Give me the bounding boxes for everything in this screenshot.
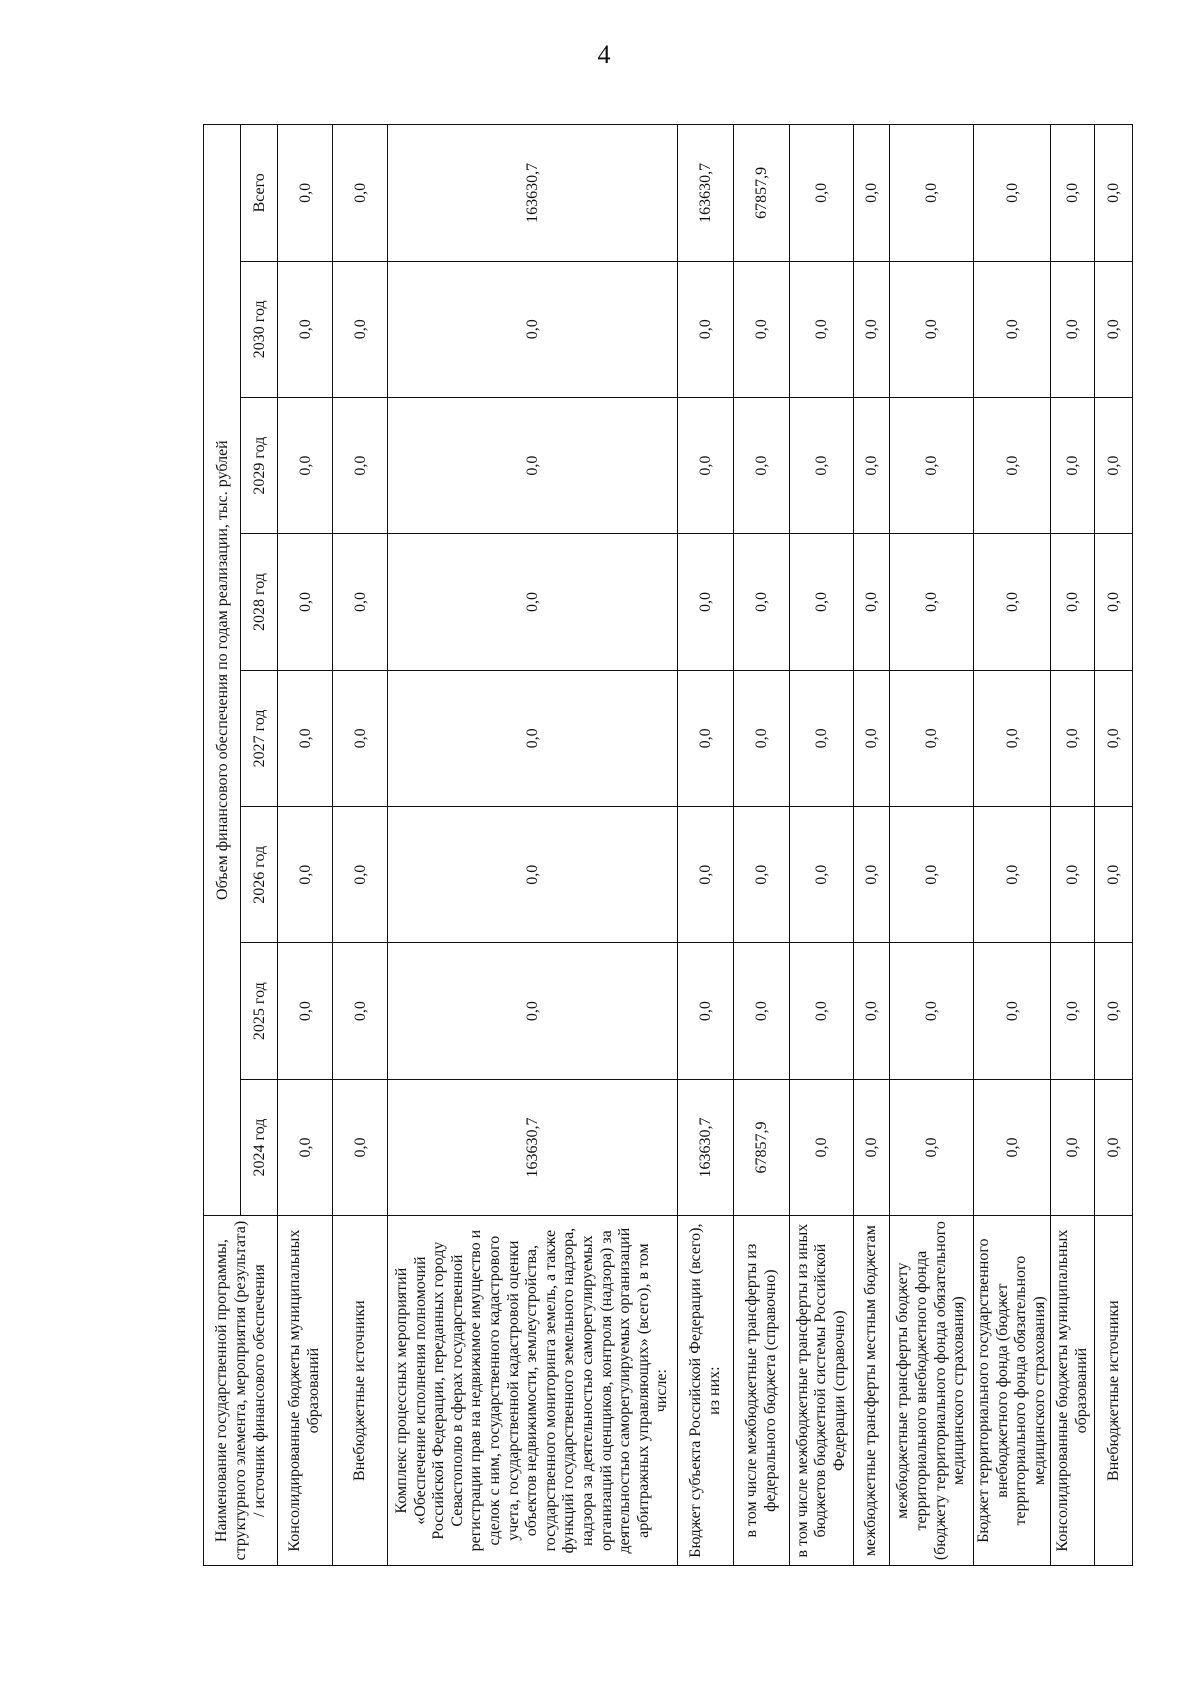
cell-total: 0,0 [1051,125,1095,262]
cell-2025: 0,0 [1095,943,1133,1079]
cell-2026: 0,0 [854,807,890,943]
cell-total: 0,0 [854,125,890,262]
cell-2028: 0,0 [278,534,333,670]
header-name-column: Наименование государственной программы, структурного элемента, мероприятия (результата) / источник финансового обеспечения [204,1216,278,1566]
cell-2025: 0,0 [678,943,734,1079]
cell-2029: 0,0 [734,397,790,533]
header-volume-group: Объем финансового обеспечения по годам реализации, тыс. рублей [204,125,241,1216]
cell-2025: 0,0 [388,943,678,1079]
row-label: Внебюджетные источники [333,1216,388,1566]
header-year-2024: 2024 год [241,1079,278,1215]
cell-2027: 0,0 [1095,670,1133,806]
cell-2030: 0,0 [388,261,678,397]
row-label: Внебюджетные источники [1095,1216,1133,1566]
cell-2024: 67857,9 [734,1079,790,1215]
table-row [678,125,734,1566]
cell-2028: 0,0 [854,534,890,670]
cell-2025: 0,0 [854,943,890,1079]
cell-total: 0,0 [890,125,974,262]
financing-table [203,124,1133,1566]
cell-2029: 0,0 [1095,397,1133,533]
cell-2026: 0,0 [974,807,1051,943]
cell-2027: 0,0 [1051,670,1095,806]
header-year-2030: 2030 год [241,261,278,397]
cell-total: 163630,7 [388,125,678,262]
header-year-2027: 2027 год [241,670,278,806]
cell-total: 67857,9 [734,125,790,262]
table-row [790,125,854,1566]
cell-2030: 0,0 [278,261,333,397]
cell-2024: 0,0 [278,1079,333,1215]
rotated-table-stage [203,124,1126,1566]
cell-2028: 0,0 [388,534,678,670]
table-row [1095,125,1133,1566]
cell-2026: 0,0 [890,807,974,943]
cell-2030: 0,0 [890,261,974,397]
cell-2027: 0,0 [890,670,974,806]
header-row-group [204,125,241,1566]
cell-2024: 0,0 [1051,1079,1095,1215]
cell-total: 0,0 [790,125,854,262]
header-total: Всего [241,125,278,262]
cell-2028: 0,0 [1051,534,1095,670]
cell-2027: 0,0 [278,670,333,806]
cell-2028: 0,0 [678,534,734,670]
header-year-2026: 2026 год [241,807,278,943]
cell-total: 163630,7 [678,125,734,262]
table-row [854,125,890,1566]
cell-2024: 163630,7 [388,1079,678,1215]
cell-2029: 0,0 [974,397,1051,533]
cell-2027: 0,0 [678,670,734,806]
cell-2024: 0,0 [1095,1079,1133,1215]
header-year-2025: 2025 год [241,943,278,1079]
table-row [890,125,974,1566]
cell-2030: 0,0 [790,261,854,397]
cell-2029: 0,0 [333,397,388,533]
cell-2024: 0,0 [974,1079,1051,1215]
cell-2030: 0,0 [1051,261,1095,397]
cell-2024: 0,0 [790,1079,854,1215]
cell-2025: 0,0 [790,943,854,1079]
cell-2027: 0,0 [734,670,790,806]
cell-2026: 0,0 [333,807,388,943]
cell-2029: 0,0 [278,397,333,533]
cell-total: 0,0 [333,125,388,262]
header-year-2028: 2028 год [241,534,278,670]
table-row [333,125,388,1566]
cell-2030: 0,0 [333,261,388,397]
cell-2030: 0,0 [854,261,890,397]
table-row [1051,125,1095,1566]
cell-2026: 0,0 [734,807,790,943]
cell-2029: 0,0 [678,397,734,533]
row-label: Комплекс процессных мероприятий «Обеспечение исполнения полномочий Российской Федерации, переданных городу Севастополю в сферах государственной регистрации прав на недвижимое имущество и сделок с ним, государственного кадастрового учета, государственной кадастровой оценки объектов недвижимости, землеустройства, государственного мониторинга земель, а также функций государственного земельного надзора, надзора за деятельностью саморегулируемых организаций оценщиков, контроля (надзора) за деятельностью саморегулируемых организаций арбитражных управляющих» (всего), в том числе: [388,1216,678,1566]
cell-2025: 0,0 [278,943,333,1079]
cell-2030: 0,0 [734,261,790,397]
row-label: межбюджетные трансферты бюджету территориального внебюджетного фонда (бюджету территориального фонда обязательного медицинского страхования) [890,1216,974,1566]
table-row [734,125,790,1566]
row-label: межбюджетные трансферты местным бюджетам [854,1216,890,1566]
row-label: в том числе межбюджетные трансферты из иных бюджетов бюджетной системы Российской Федерации (справочно) [790,1216,854,1566]
header-year-2029: 2029 год [241,397,278,533]
cell-2027: 0,0 [854,670,890,806]
cell-total: 0,0 [278,125,333,262]
cell-2030: 0,0 [678,261,734,397]
cell-2029: 0,0 [854,397,890,533]
row-label: Консолидированные бюджеты муниципальных образований [278,1216,333,1566]
cell-2030: 0,0 [974,261,1051,397]
cell-2026: 0,0 [1095,807,1133,943]
table-row [388,125,678,1566]
cell-2026: 0,0 [678,807,734,943]
cell-2026: 0,0 [1051,807,1095,943]
cell-2024: 0,0 [854,1079,890,1215]
cell-2024: 0,0 [333,1079,388,1215]
cell-2028: 0,0 [790,534,854,670]
cell-2027: 0,0 [333,670,388,806]
cell-2025: 0,0 [890,943,974,1079]
cell-2024: 0,0 [890,1079,974,1215]
cell-2028: 0,0 [890,534,974,670]
table-row [278,125,333,1566]
cell-2027: 0,0 [790,670,854,806]
cell-2029: 0,0 [388,397,678,533]
cell-2028: 0,0 [974,534,1051,670]
cell-2024: 163630,7 [678,1079,734,1215]
cell-2027: 0,0 [974,670,1051,806]
cell-2029: 0,0 [890,397,974,533]
cell-2028: 0,0 [333,534,388,670]
cell-total: 0,0 [1095,125,1133,262]
row-label: Бюджет территориального государственного внебюджетного фонда (бюджет территориального фонда обязательного медицинского страхования) [974,1216,1051,1566]
row-label: Бюджет субъекта Российской Федерации (всего), из них: [678,1216,734,1566]
cell-2025: 0,0 [974,943,1051,1079]
cell-total: 0,0 [974,125,1051,262]
cell-2025: 0,0 [734,943,790,1079]
cell-2026: 0,0 [388,807,678,943]
cell-2027: 0,0 [388,670,678,806]
cell-2025: 0,0 [333,943,388,1079]
cell-2029: 0,0 [790,397,854,533]
cell-2029: 0,0 [1051,397,1095,533]
cell-2026: 0,0 [790,807,854,943]
row-label: в том числе межбюджетные трансферты из федерального бюджета (справочно) [734,1216,790,1566]
table-row [974,125,1051,1566]
row-label: Консолидированные бюджеты муниципальных образований [1051,1216,1095,1566]
cell-2030: 0,0 [1095,261,1133,397]
cell-2026: 0,0 [278,807,333,943]
cell-2028: 0,0 [1095,534,1133,670]
page-number: 4 [597,40,611,69]
cell-2028: 0,0 [734,534,790,670]
cell-2025: 0,0 [1051,943,1095,1079]
